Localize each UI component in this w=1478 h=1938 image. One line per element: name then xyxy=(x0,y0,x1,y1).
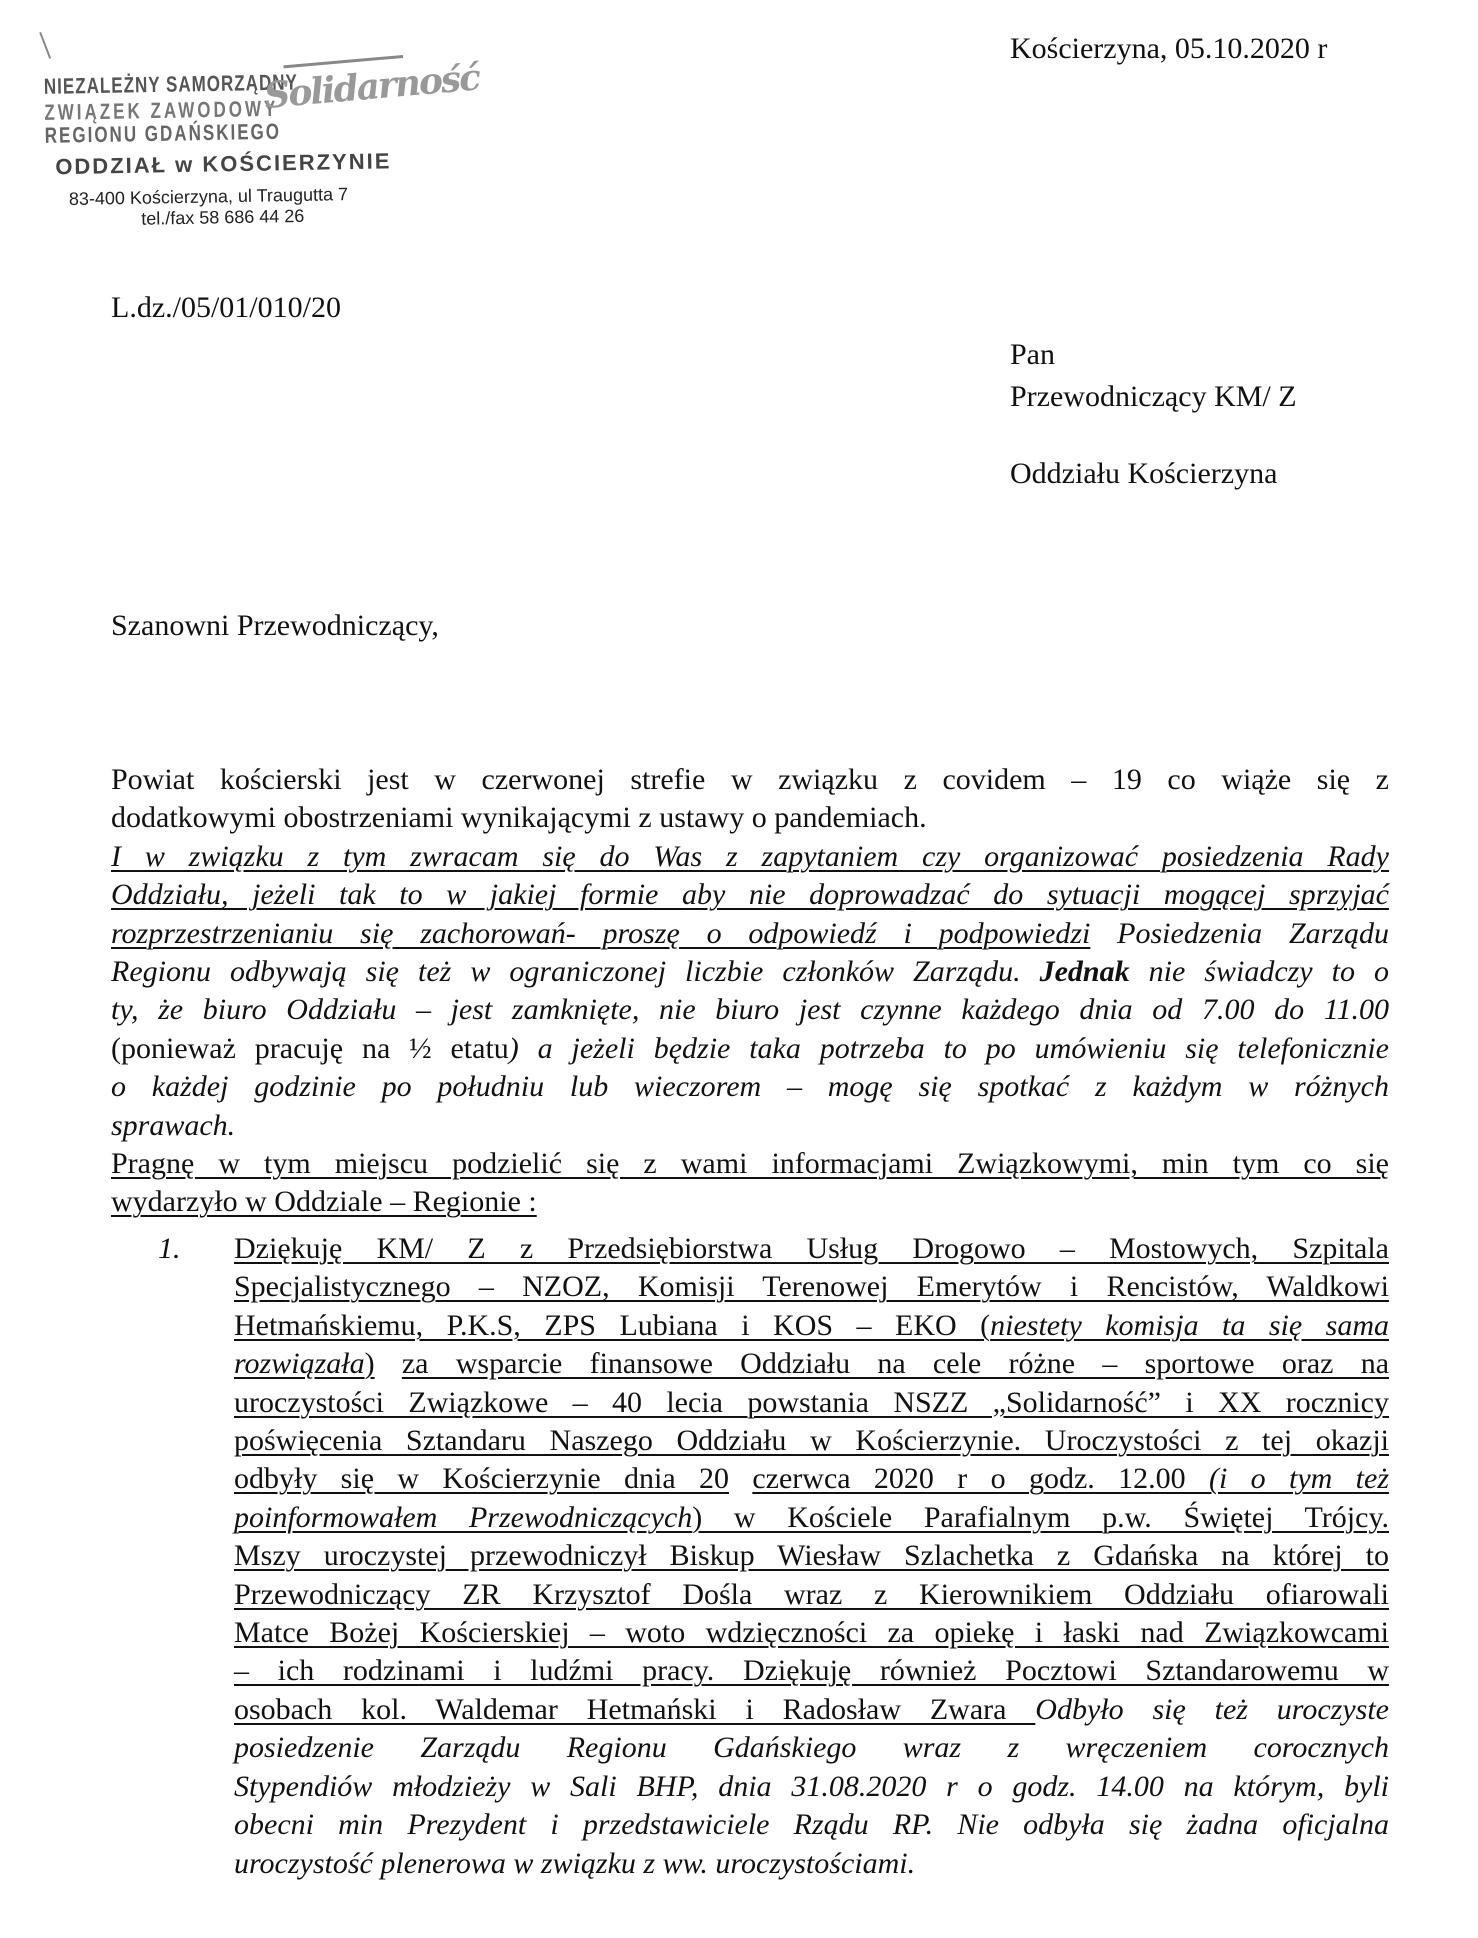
text-line xyxy=(234,1576,1389,1614)
place-date: Kościerzyna, 05.10.2020 r xyxy=(1010,32,1328,65)
text-line xyxy=(234,1230,1389,1268)
text-segment: Jednak xyxy=(1039,955,1130,989)
stamp-branch: ODDZIAŁ w KOŚCIERZYNIE xyxy=(55,148,392,180)
text-segment: Odbyło się też uroczyste xyxy=(1035,1692,1389,1726)
solidarnosc-logo: Solidarność xyxy=(262,56,481,117)
text-line xyxy=(234,1614,1389,1652)
text-segment: Mszy uroczystej przewodniczył Biskup Wiesław Szlachetka z Gdańska na której to xyxy=(234,1539,1389,1573)
text-segment: odbyły się w Kościerzynie dnia 20 xyxy=(234,1462,729,1496)
list-item-number: 1. xyxy=(158,1232,181,1265)
text-segment: ty, że biuro Oddziału – jest zamknięte, nie biuro jest czynne każdego dnia od 7.00 do 11.00 xyxy=(111,993,1389,1027)
text-segment: ) xyxy=(364,1347,375,1381)
text-segment: Specjalistycznego – NZOZ, Komisji Terenowej Emerytów i Rencistów, Waldkowi xyxy=(234,1270,1389,1304)
text-line xyxy=(234,1307,1389,1345)
stamp-phone: tel./fax 58 686 44 26 xyxy=(141,205,305,229)
text-line xyxy=(234,1384,1389,1422)
text-segment: rozprzestrzenianiu się zachorowań- proszę o odpowiedź i podpowiedzi xyxy=(111,916,1091,950)
text-line xyxy=(111,1145,1389,1183)
recipient-line: Przewodniczący KM/ Z xyxy=(1010,380,1297,413)
text-line xyxy=(234,1691,1389,1729)
recipient-line: Pan xyxy=(1010,338,1055,371)
text-segment: wydarzyło w Oddziale – Regionie : xyxy=(111,1185,537,1219)
text-segment: osobach kol. Waldemar Hetmański i Radosław Zwara xyxy=(234,1692,1036,1726)
text-segment xyxy=(375,1347,402,1380)
body-paragraph xyxy=(111,761,1389,1222)
text-segment: za wsparcie finansowe Oddziału na cele różne – sportowe oraz na xyxy=(401,1347,1390,1381)
text-segment: I w związku z tym zwracam się do Was z zapytaniem czy organizować posiedzenia Rady xyxy=(111,839,1389,873)
text-segment: czerwca 2020 r o godz. 12.00 xyxy=(752,1462,1209,1496)
text-segment: posiedzenie Zarządu Regionu Gdańskiego wraz z wręczeniem corocznych xyxy=(234,1731,1389,1765)
text-segment: – ich rodzinami i ludźmi pracy. Dziękuję również Pocztowi Sztandarowemu w xyxy=(234,1654,1389,1688)
text-line xyxy=(111,761,1389,799)
text-segment: rozwiązała xyxy=(234,1347,365,1381)
text-line xyxy=(234,1422,1389,1460)
text-line xyxy=(111,953,1389,991)
text-line xyxy=(111,799,1389,837)
recipient-line: Oddziału Kościerzyna xyxy=(1010,457,1278,490)
text-line xyxy=(111,1107,1389,1145)
text-segment: niestety komisja ta się sama xyxy=(990,1308,1389,1342)
text-segment: uroczystości Związkowe – 40 lecia powstania NSZZ „Solidarność” i XX rocznicy xyxy=(234,1385,1389,1419)
text-segment: Powiat kościerski jest w czerwonej strefie w związku z covidem – 19 co wiąże się z xyxy=(111,763,1389,796)
text-line xyxy=(234,1537,1389,1575)
text-segment: Pragnę w tym miejscu podzielić się z wami informacjami Związkowymi, min tym co się xyxy=(111,1147,1389,1181)
stamp-line: ZWIĄZEK ZAWODOWY xyxy=(44,96,279,126)
text-segment xyxy=(729,1462,752,1495)
text-line xyxy=(111,991,1389,1029)
salutation: Szanowni Przewodniczący, xyxy=(111,609,439,642)
text-line xyxy=(111,1030,1389,1068)
text-segment: o każdej godzinie po południu lub wieczorem – mogę się spotkać z każdym w różnych xyxy=(111,1070,1389,1104)
organization-stamp xyxy=(39,56,481,239)
stamp-line: NIEZALEŻNY SAMORZĄDNY xyxy=(43,69,299,100)
text-line xyxy=(234,1345,1389,1383)
text-segment: Przewodniczący ZR Krzysztof Dośla wraz z Kierownikiem Oddziału ofiarowali xyxy=(234,1577,1389,1611)
stamp-line: REGIONU GDAŃSKIEGO xyxy=(44,119,282,149)
stamp-address: 83-400 Kościerzyna, ul Traugutta 7 xyxy=(68,184,349,209)
text-line xyxy=(111,838,1389,876)
text-line xyxy=(234,1652,1389,1690)
text-segment: poinformowałem Przewodniczących xyxy=(234,1500,693,1534)
text-segment: (ponieważ pracuję na ½ etatu xyxy=(111,1031,509,1065)
text-segment: uroczystość plenerowa w związku z ww. uroczystościami. xyxy=(234,1846,916,1880)
text-segment: Hetmańskiemu, P.K.S, ZPS Lubiana i KOS – EKO ( xyxy=(234,1308,991,1342)
text-line xyxy=(234,1845,1389,1883)
text-line xyxy=(234,1499,1389,1537)
text-segment: Matce Bożej Kościerskiej – woto wdzięczności za opiekę i łaski nad Związkowcami xyxy=(234,1616,1389,1650)
text-line xyxy=(111,915,1389,953)
text-segment: obecni min Prezydent i przedstawiciele Rządu RP. Nie odbyła się żadna oficjalna xyxy=(234,1808,1389,1842)
reference-number: L.dz./05/01/010/20 xyxy=(111,291,341,324)
text-line xyxy=(111,1068,1389,1106)
text-line xyxy=(111,1183,1389,1221)
text-line xyxy=(234,1729,1389,1767)
text-segment: Posiedzenia Zarządu xyxy=(1090,916,1389,950)
text-line xyxy=(234,1768,1389,1806)
text-segment: dodatkowymi obostrzeniami wynikającymi z ustawy o pandemiach. xyxy=(111,801,927,835)
text-line xyxy=(111,876,1389,914)
text-segment: nie świadczy to o xyxy=(1129,955,1389,989)
list-item-text xyxy=(234,1230,1389,1883)
text-segment: ) a jeżeli będzie taka potrzeba to po umówieniu się telefonicznie xyxy=(508,1031,1389,1065)
text-line xyxy=(234,1460,1389,1498)
text-segment: ) w Kościele Parafialnym p.w. Świętej Trójcy. xyxy=(692,1500,1390,1534)
text-segment: (i o tym też xyxy=(1208,1462,1389,1496)
pen-mark xyxy=(39,32,51,59)
text-segment: Stypendiów młodzieży w Sali BHP, dnia 31.08.2020 r o godz. 14.00 na którym, byli xyxy=(234,1769,1389,1803)
text-segment: Dziękuję KM/ Z z Przedsiębiorstwa Usług Drogowo – Mostowych, Szpitala xyxy=(234,1232,1389,1265)
text-line xyxy=(234,1268,1389,1306)
text-segment: sprawach. xyxy=(111,1108,236,1142)
text-segment: Regionu odbywają się też w ograniczonej liczbie członków Zarządu. xyxy=(111,955,1040,989)
text-segment: poświęcenia Sztandaru Naszego Oddziału w Kościerzynie. Uroczystości z tej okazji xyxy=(234,1424,1389,1458)
text-line xyxy=(234,1806,1389,1844)
text-segment: Oddziału, jeżeli tak to w jakiej formie aby nie doprowadzać do sytuacji mogącej sprzyjać xyxy=(111,878,1389,912)
